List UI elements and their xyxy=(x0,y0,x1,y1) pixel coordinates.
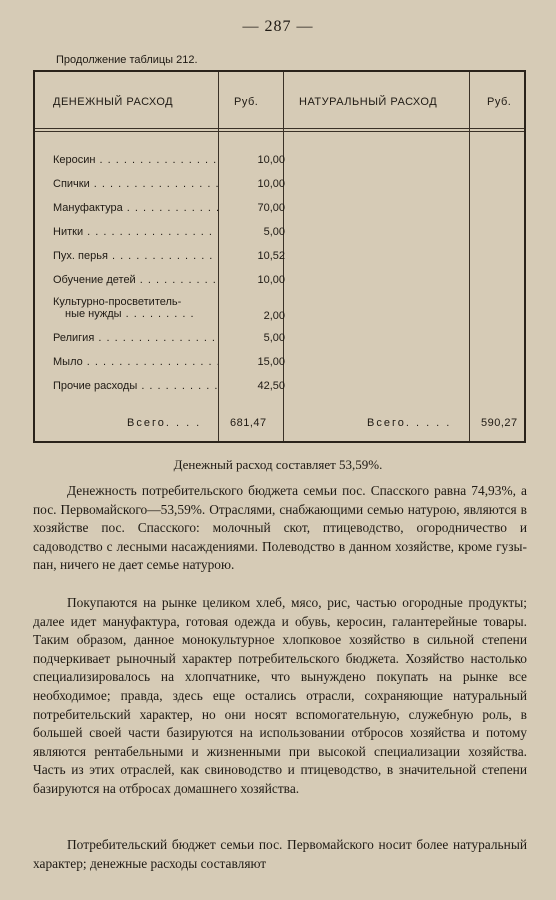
header-cash: ДЕНЕЖНЫЙ РАСХОД xyxy=(53,96,174,108)
row-label-line2: ные нужды . . . xyxy=(53,308,218,320)
row-label-line1: Культурно-просветитель- xyxy=(53,296,182,308)
row-label: Религия . . . xyxy=(53,332,218,344)
table-caption: Продолжение таблицы 212. xyxy=(56,54,198,66)
row-value: 10,00 xyxy=(257,274,285,286)
table-row xyxy=(53,296,303,328)
row-value: 5,00 xyxy=(263,226,285,238)
total-cash: 681,47 xyxy=(230,417,267,429)
page-number: — 287 — xyxy=(242,18,314,35)
row-value: 10,00 xyxy=(257,154,285,166)
row-value: 42,50 xyxy=(257,380,285,392)
expense-table xyxy=(33,70,526,443)
header-divider xyxy=(35,128,524,129)
total-label-natural: Всего. . . . . xyxy=(367,417,452,429)
row-label: Прочие расходы . . . xyxy=(53,380,218,392)
paragraph-1: Денежность потребительского бюджета семьи пос. Спасского равна 74,93%, а пос. Первомайского—53,59%. Отраслями, снабжающими семью натурою, являются в хозяйстве пос. Спасского: молочный скот, птицеводство, огородничество и садоводство с лесными насаждениями. Полеводство в данном хозяйстве, кроме гузы-пан, ничего не дает семье натурою. xyxy=(33,483,527,573)
row-label: Обучение детей . . . xyxy=(53,274,218,286)
row-value: 15,00 xyxy=(257,356,285,368)
paragraph-2: Покупаются на рынке целиком хлеб, мясо, рис, частью огородные продукты; далее идет мануфактура, готовая одежда и обувь, керосин, галантерейные товары. Таким образом, данное монокультурное хлопковое хозяйство в сильной степени подчеркивает рыночный характер потребительского бюджета. Хозяйство настолько специализировалось на хлопчатнике, что вынуждено покупать на рынке все необходимое; правда, здесь еще остались отрасли, сохраняющие натуральный потребительский характер, но они носят вспомогательную, служебную роль, в большей своей части базируются на использовании отбросов хозяйства и потому являются рентабельными и жизненными при высокой специализации хозяйства. Часть из этих отраслей, как свиноводство и птицеводство, в значительной степени базируются на отбросах домашнего хозяйства. xyxy=(33,595,527,796)
row-label: Пух. перья . . . xyxy=(53,250,218,262)
summary-line: Денежный расход составляет 53,59%. xyxy=(173,457,383,472)
header-natural: НАТУРАЛЬНЫЙ РАСХОД xyxy=(299,96,438,108)
row-label: Нитки . . . xyxy=(53,226,218,238)
header-divider xyxy=(35,131,524,132)
row-value: 70,00 xyxy=(257,202,285,214)
total-natural: 590,27 xyxy=(481,417,518,429)
row-label: Мануфактура . . . xyxy=(53,202,218,214)
header-natural-unit: Руб. xyxy=(487,96,512,108)
row-label xyxy=(53,296,218,320)
row-value: 5,00 xyxy=(263,332,285,344)
row-value: 10,52 xyxy=(257,250,285,262)
total-label-cash: Всего. . . . xyxy=(127,417,202,429)
row-value: 2,00 xyxy=(263,310,285,322)
header-cash-unit: Руб. xyxy=(234,96,259,108)
row-value: 10,00 xyxy=(257,178,285,190)
row-label: Мыло . . . xyxy=(53,356,218,368)
row-label: Спички . . . xyxy=(53,178,218,190)
row-label: Керосин . . . xyxy=(53,154,218,166)
paragraph-3: Потребительский бюджет семьи пос. Первомайского носит более натуральный характер; денежные расходы составляют xyxy=(33,837,527,871)
